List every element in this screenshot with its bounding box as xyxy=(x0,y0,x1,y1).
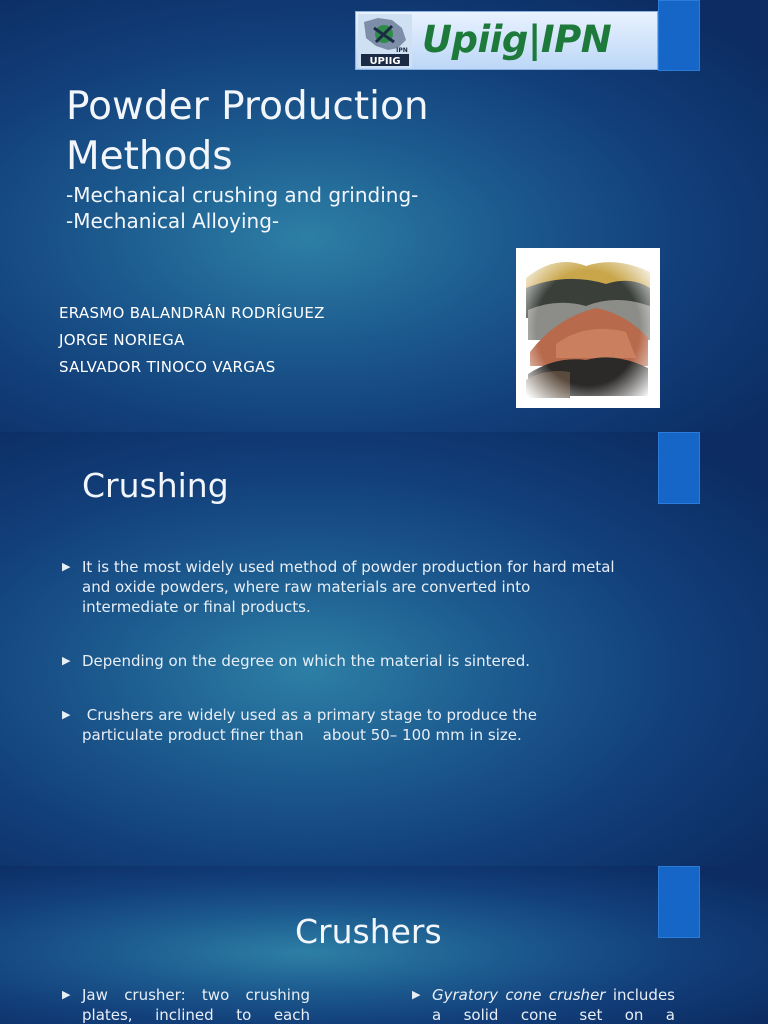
slide-title: Powder Production Methods xyxy=(66,84,429,179)
slide-heading: Crushing xyxy=(82,466,229,505)
bullet-item xyxy=(412,985,675,1024)
bullet-text: Crushers are widely used as a primary stage to produce the particulate product finer than about 50– 100 mm in size. xyxy=(82,706,542,744)
triangle-right-icon: ▶ xyxy=(62,988,71,1001)
bullet-text: It is the most widely used method of powder production for hard metal and oxide powders, where raw materials are converted into intermediate or final products. xyxy=(82,558,615,616)
bullet-text: Jaw crusher: two crushing plates, inclined to each xyxy=(82,986,310,1024)
slide-heading: Crushers xyxy=(295,912,442,951)
emblem-label: UPIIG xyxy=(369,56,401,67)
term-italic: Gyratory cone crusher xyxy=(432,986,606,1004)
triangle-right-icon: ▶ xyxy=(62,708,71,721)
logo-wordmark: Upiig|IPN xyxy=(422,18,612,61)
triangle-right-icon: ▶ xyxy=(412,988,421,1001)
bullet-text xyxy=(432,985,675,1024)
term-description: includes a solid cone set on a xyxy=(432,986,675,1024)
crushers-slide xyxy=(0,866,768,1024)
bullet-item xyxy=(62,557,622,617)
bullet-item xyxy=(62,985,310,1024)
upiig-emblem-icon xyxy=(358,14,412,68)
accent-bar xyxy=(658,0,700,71)
author-3: SALVADOR TINOCO VARGAS xyxy=(59,358,276,376)
author-2: JORGE NORIEGA xyxy=(59,331,185,349)
subtitle-line-2: -Mechanical Alloying- xyxy=(66,209,280,233)
bullet-text: Depending on the degree on which the material is sintered. xyxy=(82,652,531,670)
bullet-item xyxy=(62,651,622,671)
author-1: ERASMO BALANDRÁN RODRÍGUEZ xyxy=(59,304,325,322)
title-slide xyxy=(0,0,768,432)
bullet-item xyxy=(62,705,582,745)
upiig-ipn-logo xyxy=(355,11,658,70)
triangle-right-icon: ▶ xyxy=(62,560,71,573)
accent-bar xyxy=(658,866,700,938)
crushing-slide xyxy=(0,432,768,866)
emblem-small-label: IPN xyxy=(396,47,408,54)
accent-bar xyxy=(658,432,700,504)
subtitle-line-1: -Mechanical crushing and grinding- xyxy=(66,183,419,207)
triangle-right-icon: ▶ xyxy=(62,654,71,667)
powder-piles-photo xyxy=(516,248,660,408)
